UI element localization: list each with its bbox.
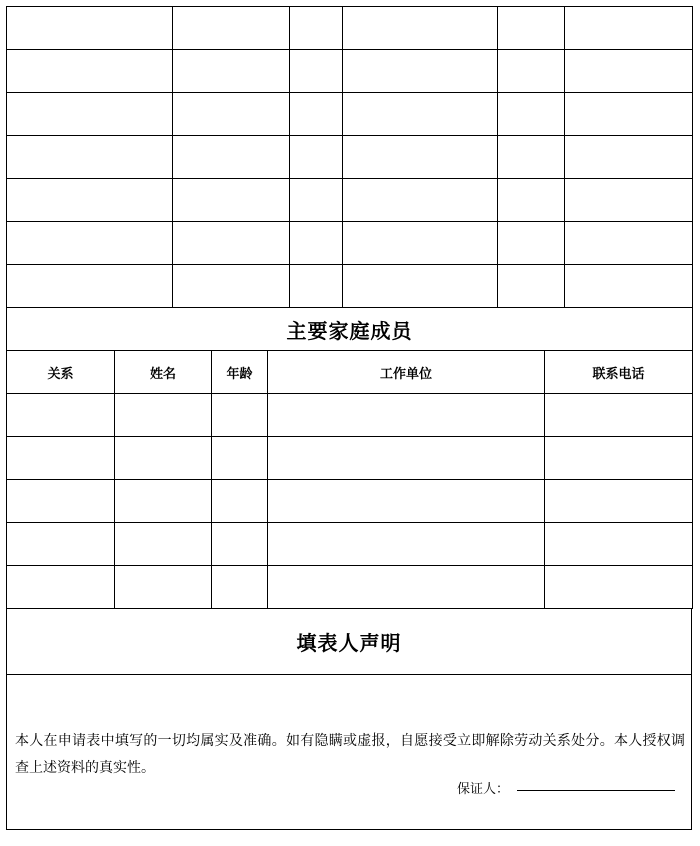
declaration-statement: 本人在申请表中填写的一切均属实及准确。如有隐瞒或虚报，自愿接受立即解除劳动关系处分。本人授权调查上述资料的真实性。 [15, 733, 685, 776]
guarantor-signature-line[interactable] [517, 790, 675, 791]
blank-cell[interactable] [545, 480, 693, 523]
table-row [7, 566, 693, 609]
table-row [7, 437, 693, 480]
declaration-section-title: 填表人声明 [7, 608, 692, 675]
blank-cell[interactable] [290, 265, 343, 308]
col-header-employer: 工作单位 [268, 351, 545, 394]
table-row [7, 93, 693, 136]
blank-cell[interactable] [290, 50, 343, 93]
section-title-row [7, 308, 693, 351]
blank-cell[interactable] [7, 7, 173, 50]
table-row [7, 7, 693, 50]
blank-cell[interactable] [498, 93, 565, 136]
blank-cell[interactable] [7, 480, 115, 523]
blank-cell[interactable] [115, 394, 212, 437]
blank-cell[interactable] [115, 566, 212, 609]
blank-cell[interactable] [545, 437, 693, 480]
blank-cell[interactable] [173, 136, 290, 179]
blank-cell[interactable] [498, 265, 565, 308]
blank-cell[interactable] [212, 566, 268, 609]
family-section-title: 主要家庭成员 [7, 308, 693, 351]
declaration-cell [7, 675, 692, 830]
blank-cell[interactable] [7, 222, 173, 265]
blank-cell[interactable] [173, 7, 290, 50]
column-header-row [7, 351, 693, 394]
blank-cell[interactable] [565, 136, 693, 179]
blank-cell[interactable] [498, 179, 565, 222]
blank-cell[interactable] [290, 136, 343, 179]
blank-cell[interactable] [565, 93, 693, 136]
blank-cell[interactable] [7, 394, 115, 437]
blank-cell[interactable] [498, 7, 565, 50]
col-header-phone: 联系电话 [545, 351, 693, 394]
blank-cell[interactable] [212, 437, 268, 480]
blank-cell[interactable] [343, 265, 498, 308]
blank-cell[interactable] [173, 50, 290, 93]
upper-blank-table [6, 6, 693, 308]
blank-cell[interactable] [565, 265, 693, 308]
blank-cell[interactable] [7, 566, 115, 609]
blank-cell[interactable] [545, 523, 693, 566]
blank-cell[interactable] [343, 93, 498, 136]
blank-cell[interactable] [268, 523, 545, 566]
blank-cell[interactable] [268, 566, 545, 609]
blank-cell[interactable] [545, 394, 693, 437]
blank-cell[interactable] [115, 523, 212, 566]
blank-cell[interactable] [498, 222, 565, 265]
blank-cell[interactable] [290, 179, 343, 222]
blank-cell[interactable] [498, 50, 565, 93]
blank-cell[interactable] [343, 136, 498, 179]
blank-cell[interactable] [173, 179, 290, 222]
blank-cell[interactable] [212, 480, 268, 523]
table-row [7, 265, 693, 308]
blank-cell[interactable] [343, 50, 498, 93]
blank-cell[interactable] [7, 523, 115, 566]
col-header-name: 姓名 [115, 351, 212, 394]
blank-cell[interactable] [115, 480, 212, 523]
declaration-table [6, 608, 692, 830]
guarantor-label: 保证人： [457, 782, 510, 797]
table-row [7, 222, 693, 265]
family-members-table [6, 307, 693, 609]
blank-cell[interactable] [268, 480, 545, 523]
blank-cell[interactable] [290, 93, 343, 136]
blank-cell[interactable] [268, 437, 545, 480]
table-row [7, 136, 693, 179]
table-row [7, 394, 693, 437]
blank-cell[interactable] [7, 50, 173, 93]
blank-cell[interactable] [565, 179, 693, 222]
blank-cell[interactable] [343, 222, 498, 265]
blank-cell[interactable] [343, 7, 498, 50]
declaration-body-row [7, 675, 692, 830]
blank-cell[interactable] [565, 222, 693, 265]
blank-cell[interactable] [290, 222, 343, 265]
blank-cell[interactable] [7, 136, 173, 179]
col-header-age: 年龄 [212, 351, 268, 394]
blank-cell[interactable] [173, 93, 290, 136]
blank-cell[interactable] [7, 93, 173, 136]
table-row [7, 523, 693, 566]
section-title-row [7, 608, 692, 675]
blank-cell[interactable] [7, 437, 115, 480]
table-row [7, 179, 693, 222]
blank-cell[interactable] [212, 523, 268, 566]
table-row [7, 480, 693, 523]
blank-cell[interactable] [212, 394, 268, 437]
blank-cell[interactable] [343, 179, 498, 222]
blank-cell[interactable] [290, 7, 343, 50]
blank-cell[interactable] [7, 265, 173, 308]
col-header-relation: 关系 [7, 351, 115, 394]
blank-cell[interactable] [565, 50, 693, 93]
blank-cell[interactable] [545, 566, 693, 609]
table-row [7, 50, 693, 93]
blank-cell[interactable] [173, 222, 290, 265]
blank-cell[interactable] [268, 394, 545, 437]
blank-cell[interactable] [7, 179, 173, 222]
blank-cell[interactable] [173, 265, 290, 308]
blank-cell[interactable] [115, 437, 212, 480]
blank-cell[interactable] [565, 7, 693, 50]
blank-cell[interactable] [498, 136, 565, 179]
application-form [6, 6, 692, 830]
